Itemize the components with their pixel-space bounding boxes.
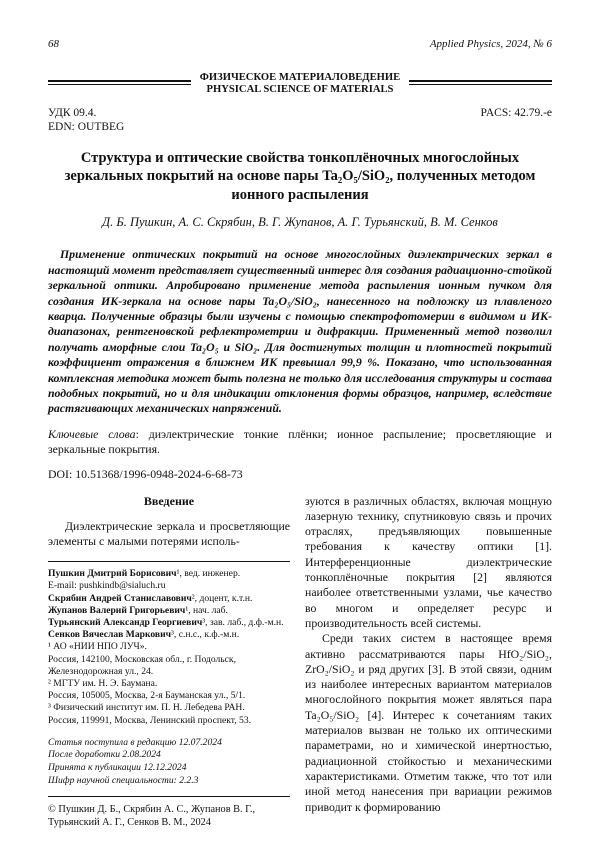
footnote-affiliation: Россия, 105005, Москва, 2-я Бауманская ул., 5/1. <box>48 690 246 702</box>
specialty-code-line: Шифр научной специальности: 2.2.3 <box>48 774 199 786</box>
running-head <box>48 38 552 51</box>
section-banner-titles <box>191 72 409 97</box>
footnote-author-role: ¹, вед. инженер. <box>176 568 241 580</box>
footnote-author-name: Пушкин Дмитрий Борисович <box>48 568 177 580</box>
pacs-code: PACS: 42.79.-e <box>480 106 552 119</box>
two-column-body <box>48 494 552 830</box>
footnote-affiliation: Железнодорожная ул., 24. <box>48 665 154 677</box>
footnote-author-role: ³, зав. лаб., д.ф.-м.н. <box>202 617 284 628</box>
codes-left <box>48 106 124 134</box>
udc-code: УДК 09.4. <box>48 106 97 119</box>
footnote-author-line <box>48 568 290 580</box>
footnote-author-name: Сенков Вячеслав Маркович <box>48 629 172 641</box>
received-date-line: Статья поступила в редакцию 12.07.2024 <box>48 736 222 748</box>
body-paragraph: зуются в различных областях, включая мощную лазерную технику, спутниковую связь и прочих отраслях, предъявляющих повышенные требования к качеству оптики [1]. Интерференционные диэлектрические тонкоплёночные покрытия [2] являются наиболее ответственными узлами, чье качество во многом и определяет ресурс и производительность всей системы. <box>305 493 552 630</box>
running-head-journal-ref: Applied Physics, 2024, № 6 <box>429 38 552 50</box>
footnote-affiliation: Россия, 142100, Московская обл., г. Подольск, <box>48 653 236 665</box>
footnote-author-name: Турьянский Александр Георгиевич <box>48 617 203 628</box>
footnote-author-role: ³, с.н.с., к.ф.-м.н. <box>171 629 240 641</box>
keywords-text: : диэлектрические тонкие плёнки; ионное распыление; просветляющие и зеркальные покрытия. <box>48 426 552 457</box>
running-head-page-number: 68 <box>48 38 59 50</box>
right-column <box>305 494 552 830</box>
codes-row <box>48 106 552 134</box>
section-banner <box>48 72 552 97</box>
section-title-russian: ФИЗИЧЕСКОЕ МАТЕРИАЛОВЕДЕНИЕ <box>199 72 401 83</box>
footnote-affiliation: ¹ АО «НИИ НПО ЛУЧ». <box>48 641 147 653</box>
body-paragraph: Среди таких систем в настоящее время активно рассматриваются пары HfO₂/SiO₂, ZrO₂/SiO₂ и ряд других [3]. В этой связи, одним из наиболее интересных вариантом материалов многослойного покрытия может являться пара Ta₂O₅/SiO₂ [4]. Интерес к сочетаниям таких материалов вызван не только их оптическими параметрами, но и химической инертностью, радиационной стойкостью и механическими характеристиками. Отметим также, что тот или иной метод нанесения при вариации режимов приводит к формированию <box>305 631 552 814</box>
footnote-author-role: ², доцент, к.т.н. <box>191 592 253 604</box>
left-column <box>48 494 290 830</box>
edn-code: EDN: OUTBEG <box>48 120 125 133</box>
revised-date-line: После доработки 2.08.2024 <box>48 749 161 761</box>
footnote-author-role: ¹, нач. лаб. <box>185 604 228 616</box>
article-authors: Д. Б. Пушкин, А. С. Скрябин, В. Г. Жупанов, А. Г. Турьянский, В. М. Сенков <box>102 215 498 230</box>
footnote-affiliation: ³ Физический институт им. П. Н. Лебедева РАН. <box>48 702 245 714</box>
footnote-author-name: Скрябин Андрей Станиславович <box>48 592 192 604</box>
copyright-line: © Пушкин Д. Б., Скрябин А. С., Жупанов В. Г., Турьянский А. Г., Сенков В. М., 2024 <box>48 796 290 829</box>
footnote-email: E-mail: pushkindb@sialuch.ru <box>48 580 166 592</box>
keywords-label: Ключевые слова <box>48 426 136 441</box>
footnote-affiliation: Россия, 119991, Москва, Ленинский проспект, 53. <box>48 714 252 726</box>
double-rule-right <box>409 80 552 85</box>
footnote-author-line <box>48 629 290 641</box>
footnote-author-line <box>48 593 290 605</box>
footnote-author-name: Жупанов Валерий Григорьевич <box>48 604 186 616</box>
doi-line: DOI: 10.51368/1996-0948-2024-6-68-73 <box>48 466 243 481</box>
author-footnote <box>48 561 290 829</box>
footnote-author-line <box>48 617 290 629</box>
accepted-date-line: Принята к публикации 12.12.2024 <box>48 762 187 774</box>
footnote-affiliation: ² МГТУ им. Н. Э. Баумана. <box>48 678 158 690</box>
intro-paragraph: Диэлектрические зеркала и просветляющие элементы с малыми потерями исполь- <box>48 518 290 548</box>
double-rule-left <box>48 80 191 85</box>
intro-heading: Введение <box>143 493 195 508</box>
keywords-block <box>48 427 552 458</box>
section-title-english: PHYSICAL SCIENCE OF MATERIALS <box>206 84 394 96</box>
article-history <box>48 737 290 787</box>
article-title: Структура и оптические свойства тонкоплёночных многослойных зеркальных покрытий на основе пары Ta₂O₅/SiO₂, полученных методом ионного распыления <box>64 149 536 203</box>
article-abstract: Применение оптических покрытий на основе многослойных диэлектрических зеркал в настоящий момент представляет существенный интерес для создания радиационно-стойкой зеркальной оптики. Апробировано применение метода распыления ионным пучком для создания ИК-зеркала на основе пары Ta₂O₅/SiO₂, нанесенного на подложку из плавленого кварца. Полученные образцы были изучены с помощью спектрофотомерии в видимом и ИК-диапазонах, рентгеновской рефлектрометрии и дифракции. Примененный метод позволил получать аморфные слои Ta₂O₅ и SiO₂. Для достигнутых толщин и плотностей покрытий коэффициент отражения в ближнем ИК превышал 99,9 %. Показано, что использованная комплексная методика может быть полезна не только для исследования структуры и состава подобных покрытий, но и для индикации отклонения формы образцов, например, вследствие растягивающих механических напряжений. <box>48 247 552 416</box>
footnote-author-line <box>48 605 290 617</box>
